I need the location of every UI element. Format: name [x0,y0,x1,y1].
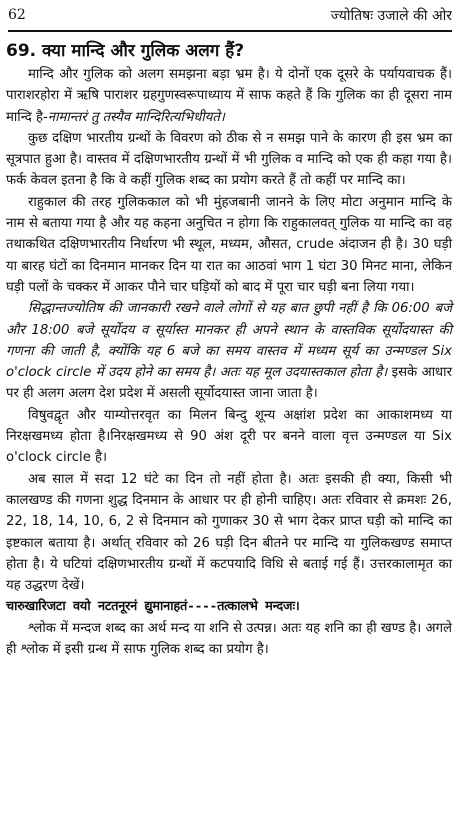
page-number: 62 [8,7,26,23]
paragraph: अब साल में सदा 12 घंटे का दिन तो नहीं होता है। अतः इसकी ही क्या, किसी भी कालखण्ड की गणना शुद्ध दिनमान के आधार पर ही होनी चाहिए। अतः रविवार से क्रमशः 26, 22, 18, 14, 10, 6, 2 से दिनमान को गुणाकर 30 से भाग देकर प्राप्त घड़ी को मान्दि का इष्टकाल बताया है। अर्थात् रविवार को 26 घड़ी दिन बीतने पर मान्दि या गुलिकखण्ड समाप्त होता है। ये घटियां दक्षिणभारतीय ग्रन्थों में कटपयादि विधि से बताई गई हैं। उत्तरकालामृत का यह उद्धरण देखें। [6,471,452,594]
italic-text: सिद्धान्तज्योतिष की जानकारी रखने वाले लोगों से यह बात छुपी नहीं है कि 06:00 बजे और 18:00 बजे सूर्योदय व सूर्यास्त मानकर ही अपने स्थान के वास्तविक सूर्योदयास्त की गणना की जाती है, क्योंकि यह 6 बजे का समय वास्तव में मध्यम सूर्य का उन्मण्डल Six o'clock circle में उदय होने का समय है। अतः यह मूल उदयास्तकाल होता है। [6,301,452,381]
header-rule [8,30,452,32]
page-header [8,2,452,28]
paragraph: राहुकाल की तरह गुलिककाल को भी मुंहजबानी जानने के लिए मोटा अनुमान मान्दि के नाम से बताया गया है और यह कहना अनुचित न होगा कि राहुकालवत् गुलिक या मान्दि का वह तथाकथित दक्षिणभारतीय निर्धारण भी स्थूल, मध्यम, औसत, crude अंदाजन ही है। 30 घड़ी या बारह घंटों का दिनमान मानकर दिन या रात का आठवां भाग 1 घंटा 30 मिनट माना, लेकिन घड़ी पलों के चक्कर में आकर पौने चार घड़ियों को बाद में पूरा चार घड़ी बना लिया गया। [6,194,452,295]
section-heading: 69. क्या मान्दि और गुलिक अलग हैं? [6,41,245,61]
running-title: ज्योतिषः उजाले की ओर [330,7,452,24]
paragraph [6,298,452,404]
paragraph [6,64,452,128]
paragraph: कुछ दक्षिण भारतीय ग्रन्थों के विवरण को ठीक से न समझ पाने के कारण ही इस भ्रम का सूत्रपात हुआ है। वास्तव में दक्षिणभारतीय ग्रन्थों में भी गुलिक व मान्दि को एक ही कहा गया है। फर्क केवल इतना है कि वे कहीं गुलिक शब्द का प्रयोग करते हैं तो कहीं पर मान्दि का। [6,130,452,189]
body-text [6,64,452,660]
shloka-quote: चारुखारिजटा वयो नटतनूरनं द्युमानाहतं----तत्कालभे मन्दजः। [6,599,300,615]
quote-text: नामान्तरं तु तस्यैव मान्दिरित्यभिधीयते। [47,109,225,125]
paragraph-text: इसके आधार पर ही अलग अलग देश प्रदेश में असली सूर्योदयास्त जाना जाता है। [6,365,452,402]
paragraph: विषुवद्वृत और याम्योत्तरवृत का मिलन बिन्दु शून्य अक्षांश प्रदेश का आकाशमध्य या निरक्षखमध्य होता है।निरक्षखमध्य से 90 अंश दूरी पर बनने वाला वृत्त उन्मण्डल या Six o'clock circle है। [6,407,452,466]
paragraph: श्लोक में मन्दज शब्द का अर्थ मन्द या शनि से उत्पन्न। अतः यह शनि का ही खण्ड है। अगले ही श्लोक में इसी ग्रन्थ में साफ गुलिक शब्द का प्रयोग है। [6,620,452,658]
paragraph-text: मान्दि और गुलिक को अलग समझना बड़ा भ्रम है। ये दोनों एक दूसरे के पर्यायवाचक हैं। पाराशरहोरा में ऋषि पाराशर ग्रहगुणस्वरूपाध्याय में साफ कहते हैं कि गुलिक का ही दूसरा नाम मान्दि है- [6,67,452,125]
